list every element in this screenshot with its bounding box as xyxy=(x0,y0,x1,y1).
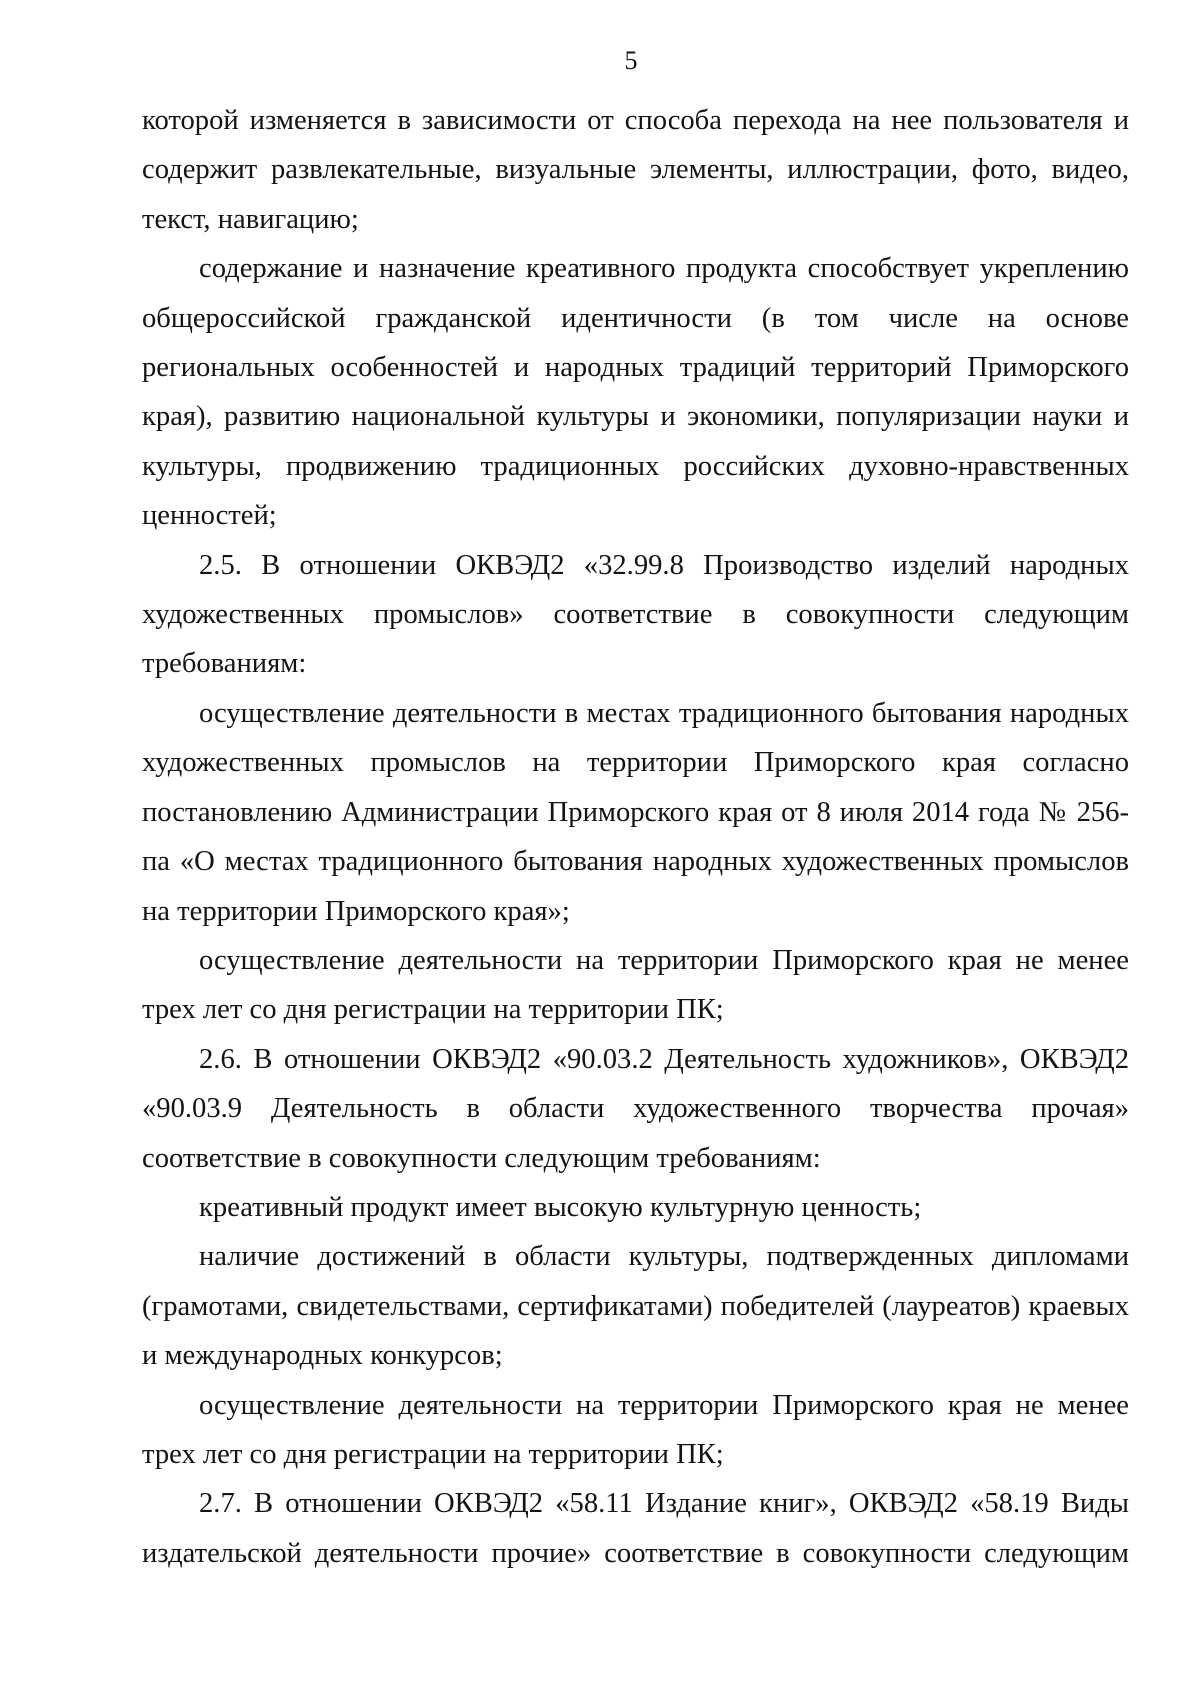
paragraph-achievements: наличие достижений в области культуры, подтвержденных дипломами (грамотами, свидетельствами, сертификатами) победителей (лауреатов) краевых и международных конкурсов; xyxy=(142,1241,1129,1372)
document-body xyxy=(142,96,1129,1578)
paragraph-cultural-value: креативный продукт имеет высокую культурную ценность; xyxy=(199,1191,922,1223)
paragraph-section-2-6: 2.6. В отношении ОКВЭД2 «90.03.2 Деятельность художников», ОКВЭД2 «90.03.9 Деятельность в области художественного творчества прочая» соответствие в совокупности следующим требованиям: xyxy=(142,1043,1129,1174)
paragraph-traditional-places: осуществление деятельности в местах традиционного бытования народных художественных промыслов на территории Приморского края согласно постановлению Администрации Приморского края от 8 июля 2014 года № 256-па «О местах традиционного бытования народных художественных промыслов на территории Приморского края»; xyxy=(142,697,1129,927)
paragraph-creative-content: содержание и назначение креативного продукта способствует укреплению общероссийской гражданской идентичности (в том числе на основе региональных особенностей и народных традиций территорий Приморского края), развитию национальной культуры и экономики, популяризации науки и культуры, продвижению традиционных российских духовно-нравственных ценностей; xyxy=(142,253,1129,532)
page-number: 5 xyxy=(624,46,638,75)
paragraph-continuation: которой изменяется в зависимости от способа перехода на нее пользователя и содержит развлекательные, визуальные элементы, иллюстрации, фото, видео, текст, навигацию; xyxy=(142,105,1129,235)
paragraph-section-2-5: 2.5. В отношении ОКВЭД2 «32.99.8 Производство изделий народных художественных промыслов» соответствие в совокупности следующим требованиям: xyxy=(142,549,1129,680)
paragraph-activity-term-1: осуществление деятельности на территории Приморского края не менее трех лет со дня регистрации на территории ПК; xyxy=(142,944,1129,1026)
paragraph-activity-term-2: осуществление деятельности на территории Приморского края не менее трех лет со дня регистрации на территории ПК; xyxy=(142,1389,1129,1470)
paragraph-section-2-7: 2.7. В отношении ОКВЭД2 «58.11 Издание книг», ОКВЭД2 «58.19 Виды издательской деятельности прочие» соответствие в совокупности следующим xyxy=(142,1488,1129,1569)
